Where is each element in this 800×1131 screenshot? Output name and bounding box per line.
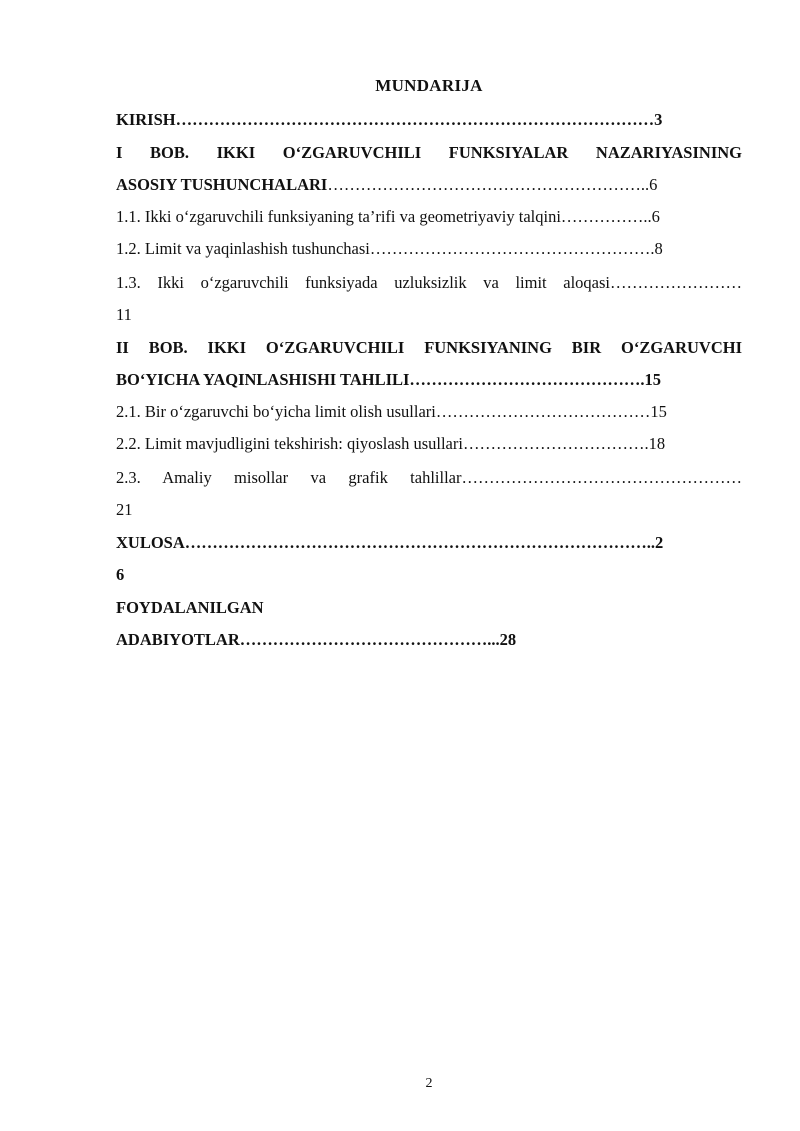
page-number: 2 [425,1076,433,1091]
toc-entry-2-2: 2.2. Limit mavjudligini tekshirish: qiyoslash usullari…………………………….18 [116,434,666,453]
toc-entry-bob1-line2 [116,174,742,196]
toc-entry-adabiyotlar-line2: ADABIYOTLAR………………………………………...28 [116,630,517,649]
toc-entry-bob2-line2: BO‘YICHA YAQINLASHISHI TAHLILI…………………………………….15 [116,370,662,389]
toc-entry-bob1-heading: ASOSIY TUSHUNCHALARI [116,175,328,194]
toc-entry-2-3-page: 21 [116,500,133,519]
toc-title: MUNDARIJA [375,76,483,95]
toc-entry-1-3-page: 11 [116,305,132,324]
toc-entry-2-1: 2.1. Bir o‘zgaruvchi bo‘yicha limit olish usullari…………………………………15 [116,402,667,421]
toc-entry-bob2-line1: II BOB. IKKI O‘ZGARUVCHILI FUNKSIYANING BIR O‘ZGARUVCHI [116,338,742,357]
toc-entry-1-1: 1.1. Ikki o‘zgaruvchili funksiyaning ta’rifi va geometriyaviy talqini……………..6 [116,207,660,226]
toc-entry-1-2: 1.2. Limit va yaqinlashish tushunchasi…………………………………………….8 [116,239,663,258]
toc-entry-bob1-leader: …………………………………………………..6 [327,175,658,194]
toc-entry-bob1-line1: I BOB. IKKI O‘ZGARUVCHILI FUNKSIYALAR NAZARIYASINING [116,143,742,162]
toc-entry-xulosa-page: 6 [116,565,125,584]
toc-entry-xulosa-line1: XULOSA…………………………………………………………………………..2 [116,533,664,552]
toc-entry-1-3-line1: 1.3. Ikki o‘zgaruvchili funksiyada uzluksizlik va limit aloqasi…………………… [116,273,742,292]
toc-entry-kirish: KIRISH……………………………………………………………………………3 [116,110,663,129]
toc-entry-2-3-line1: 2.3. Amaliy misollar va grafik tahlillar…………………………………………… [116,468,742,487]
toc-entry-adabiyotlar-line1: FOYDALANILGAN [116,598,264,617]
